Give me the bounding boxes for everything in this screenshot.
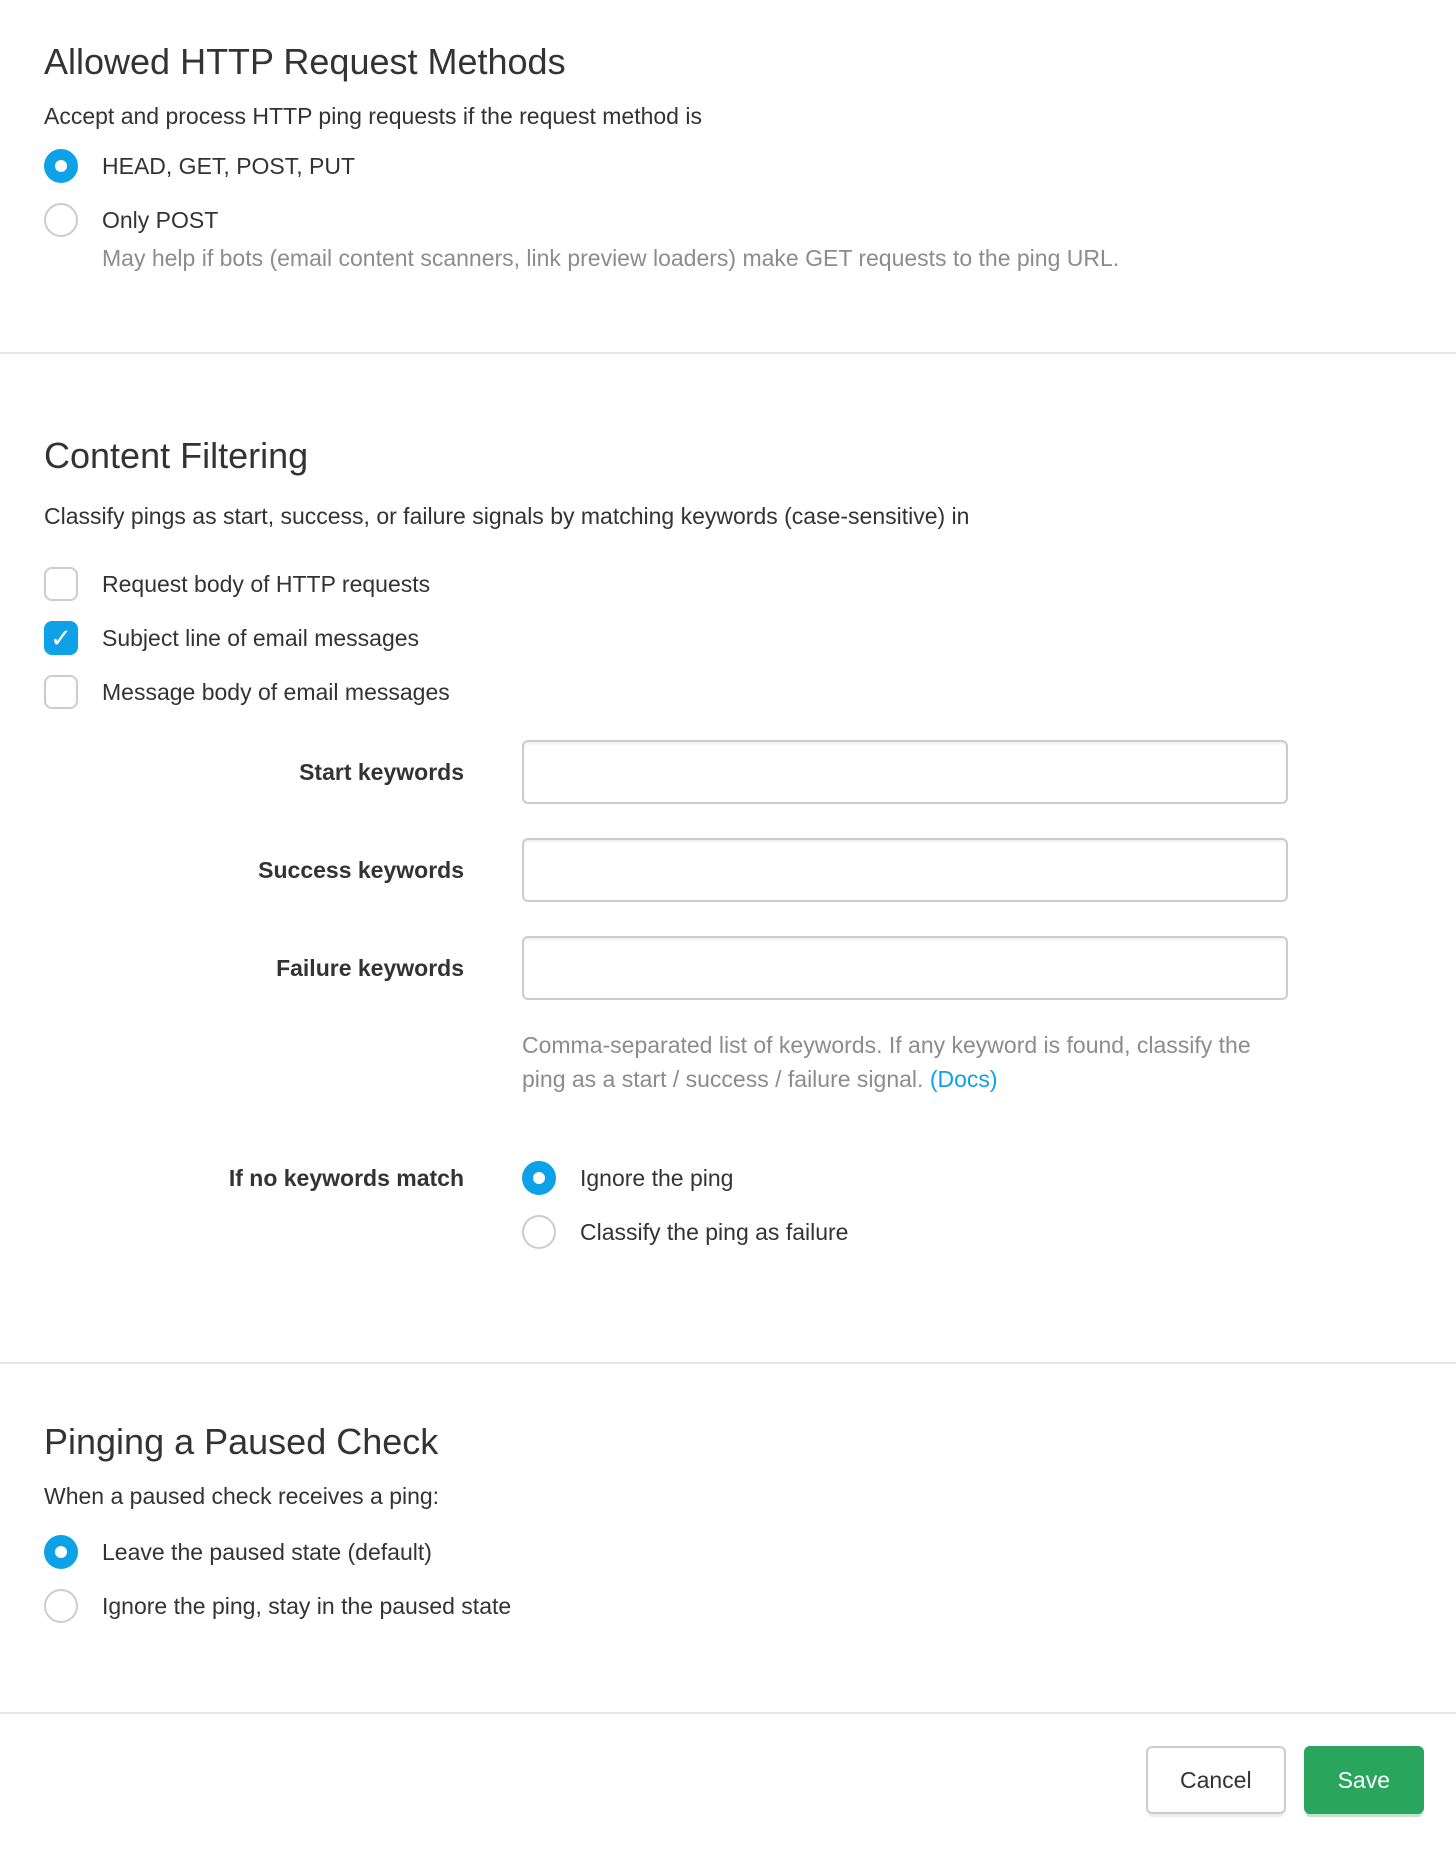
- radio-option-label: Only POST: [102, 207, 219, 233]
- docs-link[interactable]: (Docs): [929, 1066, 998, 1092]
- paused-check-title: Pinging a Paused Check: [44, 1421, 439, 1462]
- radio-option-http-all-methods[interactable]: [44, 148, 1412, 184]
- no-keywords-match-options: [522, 1160, 848, 1250]
- http-methods-description: Accept and process HTTP ping requests if the request method is: [44, 103, 702, 129]
- start-keywords-label: Start keywords: [299, 758, 464, 785]
- success-keywords-row: [44, 838, 1412, 902]
- radio-option-label: Leave the paused state (default): [102, 1539, 432, 1565]
- radio-dot-icon: [533, 1172, 545, 1184]
- paused-check-description: When a paused check receives a ping:: [44, 1483, 440, 1509]
- radio-icon[interactable]: [522, 1161, 556, 1195]
- success-keywords-label: Success keywords: [258, 856, 464, 883]
- failure-keywords-row: [44, 936, 1412, 1000]
- radio-option-only-post[interactable]: [44, 202, 1412, 238]
- radio-dot-icon: [55, 160, 67, 172]
- radio-icon[interactable]: [44, 1589, 78, 1623]
- failure-keywords-label: Failure keywords: [276, 954, 464, 981]
- radio-option-stay-paused-state[interactable]: [44, 1588, 1412, 1624]
- radio-option-label: HEAD, GET, POST, PUT: [102, 153, 356, 179]
- radio-option-leave-paused-state[interactable]: [44, 1534, 1412, 1570]
- cancel-button[interactable]: Cancel: [1146, 1746, 1286, 1814]
- http-methods-title: Allowed HTTP Request Methods: [44, 41, 566, 82]
- no-keywords-match-label: If no keywords match: [228, 1165, 464, 1191]
- checkbox-icon[interactable]: [44, 567, 78, 601]
- start-keywords-row: [44, 740, 1412, 804]
- section-http-methods: [0, 40, 1456, 352]
- keywords-help-text: [522, 1028, 1272, 1096]
- radio-icon[interactable]: [522, 1215, 556, 1249]
- radio-option-label: Ignore the ping: [580, 1165, 734, 1191]
- keywords-help-body: Comma-separated list of keywords. If any keyword is found, classify the ping as a start / success / failure signal.: [522, 1032, 1251, 1092]
- content-filtering-checkbox-group: [44, 566, 1412, 710]
- radio-option-label: Classify the ping as failure: [580, 1219, 849, 1245]
- footer-actions: [0, 1714, 1456, 1844]
- section-paused-check: [0, 1364, 1456, 1712]
- section-content-filtering: [0, 354, 1456, 1362]
- checkbox-icon[interactable]: [44, 675, 78, 709]
- radio-icon[interactable]: [44, 203, 78, 237]
- radio-dot-icon: [55, 1546, 67, 1558]
- radio-icon[interactable]: [44, 149, 78, 183]
- failure-keywords-input[interactable]: [522, 936, 1288, 1000]
- only-post-help-text: May help if bots (email content scanners, link preview loaders) make GET requests to the ping URL.: [102, 245, 1120, 271]
- checkbox-option-label: Request body of HTTP requests: [102, 571, 431, 597]
- checkbox-icon[interactable]: [44, 621, 78, 655]
- checkbox-option-subject-line[interactable]: [44, 620, 1412, 656]
- radio-icon[interactable]: [44, 1535, 78, 1569]
- no-keywords-match-row: [44, 1160, 1412, 1250]
- checkbox-option-message-body[interactable]: [44, 674, 1412, 710]
- start-keywords-input[interactable]: [522, 740, 1288, 804]
- checkbox-option-request-body[interactable]: [44, 566, 1412, 602]
- radio-option-label: Ignore the ping, stay in the paused state: [102, 1593, 512, 1619]
- success-keywords-input[interactable]: [522, 838, 1288, 902]
- radio-option-classify-failure[interactable]: [522, 1214, 848, 1250]
- save-button[interactable]: Save: [1304, 1746, 1424, 1814]
- content-filtering-description: Classify pings as start, success, or failure signals by matching keywords (case-sensitive) in: [44, 503, 970, 529]
- checkbox-option-label: Subject line of email messages: [102, 625, 420, 651]
- content-filtering-title: Content Filtering: [44, 435, 309, 476]
- checkbox-option-label: Message body of email messages: [102, 679, 450, 705]
- radio-option-ignore-ping[interactable]: [522, 1160, 848, 1196]
